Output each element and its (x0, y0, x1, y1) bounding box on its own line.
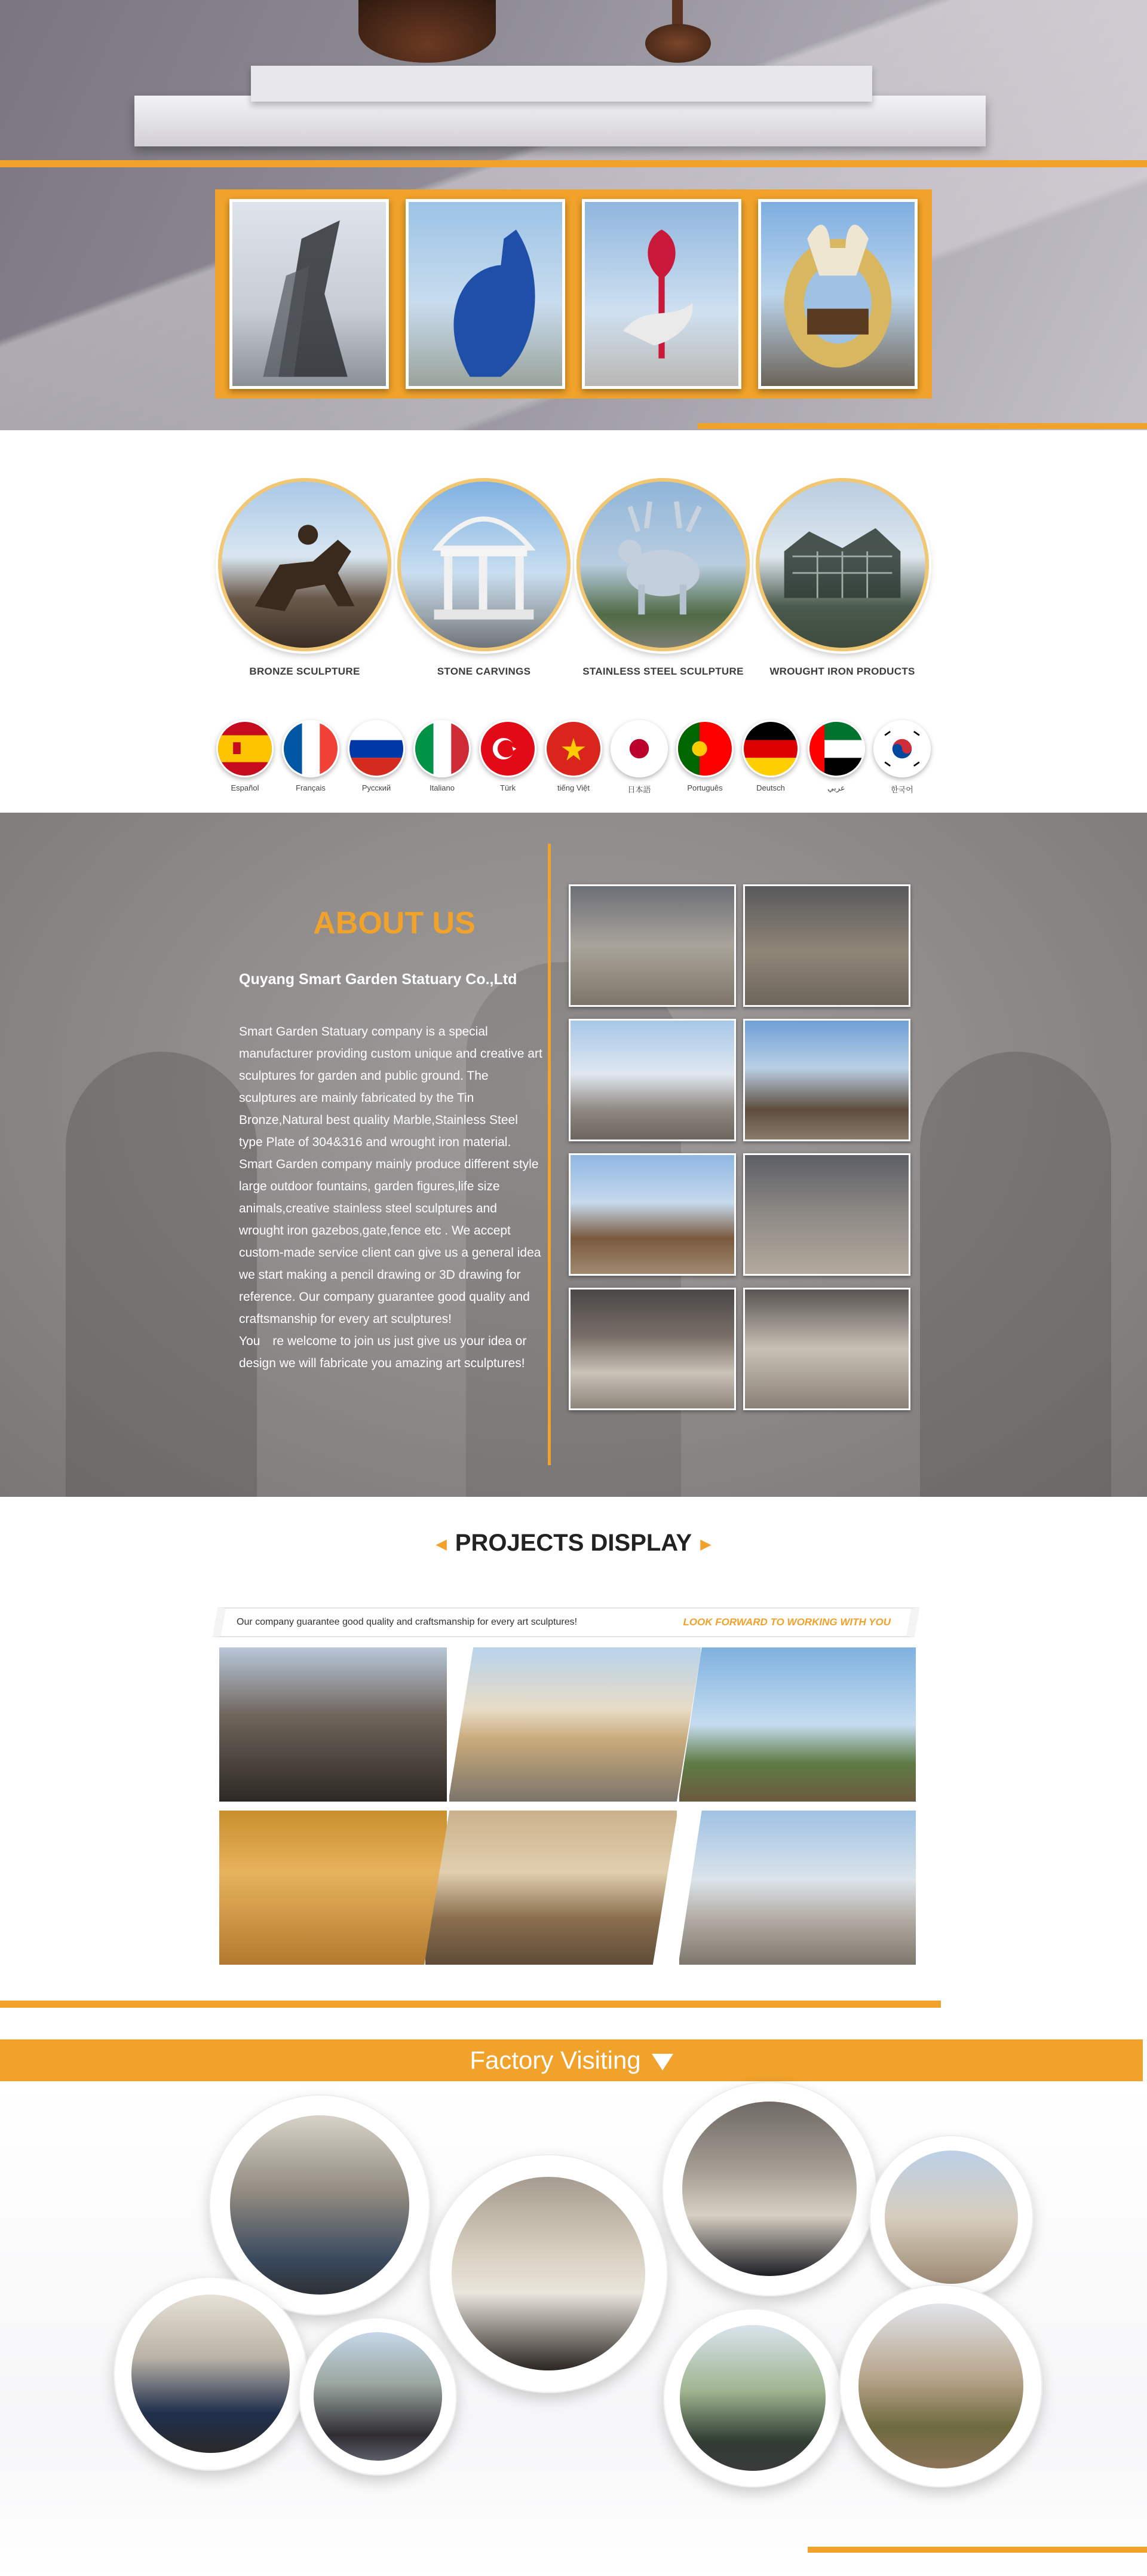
wrought-iron-image[interactable] (756, 478, 929, 651)
italy-flag-icon[interactable] (413, 720, 471, 777)
projects-gallery (218, 1646, 917, 1966)
korea-flag-icon[interactable] (873, 720, 931, 777)
bronze-sculpture-image[interactable] (218, 478, 391, 651)
language-label: Deutsch (756, 783, 785, 792)
factory-visiting-gallery (0, 2081, 1147, 2576)
language-label: Русский (361, 783, 391, 792)
product-categories (215, 478, 932, 693)
down-triangle-icon (652, 2054, 673, 2070)
workshop-photo[interactable] (569, 1288, 736, 1410)
workshop-photo[interactable] (743, 1153, 910, 1276)
language-fr[interactable] (281, 720, 341, 798)
language-label: Italiano (430, 783, 455, 792)
language-pt[interactable] (675, 720, 735, 798)
visit-photo-ring[interactable] (662, 2081, 877, 2296)
factory-visiting-title: Factory Visiting (470, 2046, 641, 2074)
crown-sculpture-image[interactable] (758, 199, 918, 389)
language-ko[interactable] (872, 720, 932, 798)
visit-photo (230, 2115, 409, 2295)
russia-flag-icon[interactable] (348, 720, 405, 777)
category-label: STAINLESS STEEL SCULPTURE (582, 666, 744, 677)
about-text (239, 1021, 544, 1374)
visit-photo (682, 2102, 857, 2276)
language-de[interactable] (741, 720, 801, 798)
language-label: tiếng Việt (557, 783, 590, 792)
right-arrow-icon: ▶ (700, 1536, 711, 1552)
language-selector (215, 720, 932, 798)
visit-photo-ring[interactable] (663, 2308, 842, 2488)
category-wrought-iron[interactable] (753, 478, 932, 678)
language-ru[interactable] (346, 720, 406, 798)
category-bronze-sculpture[interactable] (215, 478, 394, 678)
category-label: BRONZE SCULPTURE (249, 666, 360, 677)
workshop-photo[interactable] (569, 884, 736, 1007)
language-label: 日本語 (627, 785, 651, 794)
germany-flag-icon[interactable] (742, 720, 799, 777)
project-photo-horse-head[interactable] (218, 1646, 448, 1803)
visit-photo (885, 2151, 1018, 2284)
project-photo-wall[interactable] (448, 1646, 702, 1803)
hero-section (0, 0, 1147, 430)
project-photo-clay-horse[interactable] (218, 1809, 448, 1966)
visit-photo-ring[interactable] (299, 2317, 457, 2476)
left-arrow-icon: ◀ (436, 1536, 447, 1552)
vietnam-flag-icon[interactable] (545, 720, 602, 777)
language-label: 한국어 (891, 785, 913, 794)
pedestal-top (251, 66, 872, 102)
workshop-photo[interactable] (743, 1288, 910, 1410)
visit-photo (680, 2325, 826, 2471)
projects-accent-line (0, 2001, 941, 2008)
japan-flag-icon[interactable] (611, 720, 668, 777)
language-ar[interactable] (806, 720, 866, 798)
portugal-flag-icon[interactable] (676, 720, 734, 777)
visit-photo (452, 2177, 645, 2370)
workshop-photo[interactable] (569, 1019, 736, 1141)
language-label: Português (687, 783, 723, 792)
sail-sculpture-image[interactable] (229, 199, 389, 389)
project-photo-scaffold[interactable] (424, 1809, 678, 1966)
category-label: WROUGHT IRON PRODUCTS (769, 666, 915, 677)
bronze-base-image (645, 24, 711, 63)
language-vi[interactable] (544, 720, 603, 798)
project-photo-white-statue[interactable] (678, 1809, 917, 1966)
visit-photo (858, 2304, 1023, 2468)
pedestal-base (134, 96, 986, 146)
about-paragraph: Smart Garden Statuary company is a special manufacturer providing custom unique and creative art sculptures for garden and public ground. The sculptures are mainly fabricated by the Tin Bronze,Natural best quality Marble,Stainless Steel type Plate of 304&316 and wrought iron material. (239, 1025, 542, 1149)
turkey-flag-icon[interactable] (479, 720, 536, 777)
category-stone-carvings[interactable] (394, 478, 574, 678)
language-label: Français (296, 783, 326, 792)
about-paragraph: You re welcome to join us just give us your idea or design we will fabricate you amazing art sculptures! (239, 1334, 527, 1370)
banner-text: Our company guarantee good quality and craftsmanship for every art sculptures! (237, 1617, 578, 1627)
about-section (0, 813, 1147, 1497)
projects-banner (213, 1607, 920, 1637)
flower-sculpture-image[interactable] (582, 199, 741, 389)
visit-photo-ring[interactable] (429, 2154, 668, 2393)
company-name: Quyang Smart Garden Statuary Co.,Ltd (239, 971, 517, 988)
about-title: ABOUT US (313, 906, 476, 941)
banner-slogan: LOOK FORWARD TO WORKING WITH YOU (683, 1616, 891, 1628)
blue-wave-sculpture-image[interactable] (406, 199, 565, 389)
visit-photo-ring[interactable] (114, 2277, 308, 2471)
hero-showcase-panel (215, 189, 932, 399)
language-tr[interactable] (478, 720, 538, 798)
stainless-steel-image[interactable] (576, 478, 750, 651)
category-stainless-steel[interactable] (574, 478, 753, 678)
language-label: Türk (500, 783, 516, 792)
visit-photo (131, 2295, 290, 2453)
stone-carvings-image[interactable] (397, 478, 571, 651)
visit-photo-ring[interactable] (839, 2284, 1042, 2488)
project-photo-statue-hill[interactable] (678, 1646, 917, 1803)
about-paragraph: Smart Garden company mainly produce different style large outdoor fountains, garden figures,life size animals,creative stainless steel sculptures and wrought iron gazebos,gate,fence etc . We accept custom-made service client can give us a general idea we start making a pencil drawing or 3D drawing for reference. Our company guarantee good quality and craftsmanship for every art sculptures! (239, 1157, 541, 1326)
workshop-photo[interactable] (569, 1153, 736, 1276)
visit-photo (314, 2332, 442, 2461)
hero-bottom-line (698, 423, 1147, 429)
visit-photo-ring[interactable] (869, 2135, 1033, 2299)
language-ja[interactable] (609, 720, 669, 798)
language-label: عربي (827, 783, 845, 792)
factory-visiting-bar (0, 2039, 1143, 2081)
projects-title: PROJECTS DISPLAY (455, 1530, 692, 1556)
workshop-photo[interactable] (743, 1019, 910, 1141)
footer-accent-line (808, 2547, 1147, 2553)
projects-heading (0, 1530, 1147, 1557)
language-label: Español (231, 783, 259, 792)
france-flag-icon[interactable] (282, 720, 339, 777)
hero-accent-line (0, 160, 1147, 167)
language-es[interactable] (215, 720, 275, 798)
factory-photo-grid (569, 884, 910, 1410)
bronze-fountain-image (358, 0, 496, 63)
spain-flag-icon[interactable] (216, 720, 274, 777)
workshop-photo[interactable] (743, 884, 910, 1007)
about-divider (548, 844, 551, 1465)
category-label: STONE CARVINGS (437, 666, 531, 677)
language-it[interactable] (412, 720, 472, 798)
uae-flag-icon[interactable] (808, 720, 865, 777)
